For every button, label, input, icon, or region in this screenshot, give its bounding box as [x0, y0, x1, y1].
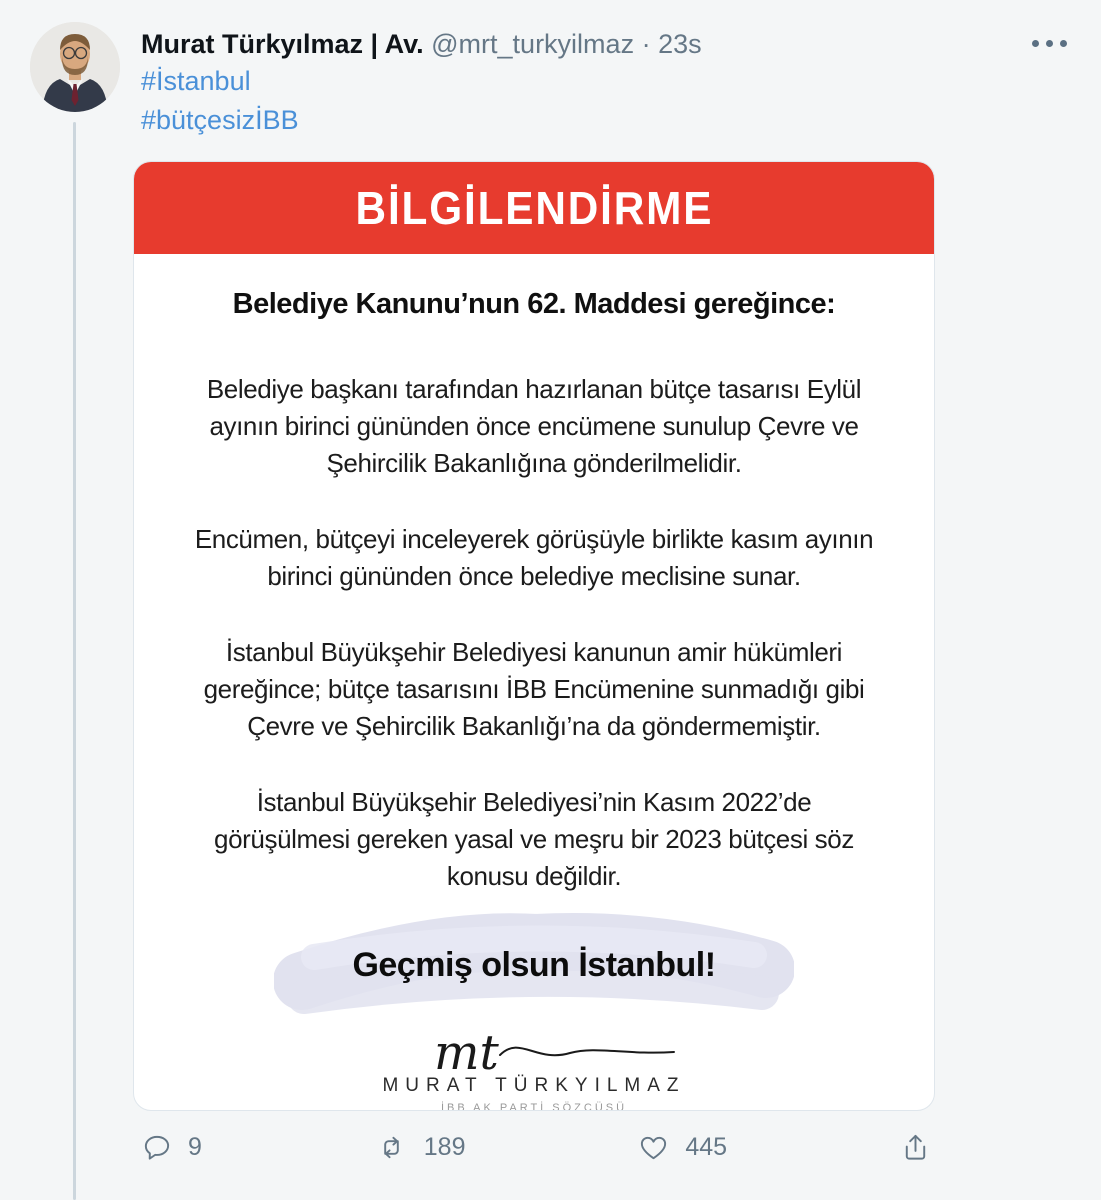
tweet-timestamp: 23s — [658, 29, 702, 59]
author-name[interactable]: Murat Türkyılmaz | Av. — [141, 29, 424, 59]
author-line — [141, 26, 1001, 62]
card-paragraph-4: İstanbul Büyükşehir Belediyesi’nin Kasım 2022’de görüşülmesi gereken yasal ve meşru bir 2023 bütçesi söz konusu değildir. — [214, 787, 854, 891]
card-banner — [134, 162, 934, 254]
highlight-text: Geçmiş olsun İstanbul! — [352, 945, 716, 984]
author-handle[interactable]: @mrt_turkyilmaz — [431, 29, 635, 59]
share-button[interactable] — [900, 1132, 931, 1163]
thread-connector-line — [73, 122, 76, 1200]
signature-title: İBB AK PARTİ SÖZCÜSÜ — [440, 1102, 628, 1111]
card-heading: Belediye Kanunu’nun 62. Maddesi gereğince: — [232, 288, 836, 320]
tweet-header — [141, 26, 1001, 140]
reply-icon — [141, 1132, 172, 1163]
signature-initials: mt — [434, 1025, 499, 1081]
signature-name: MURAT TÜRKYILMAZ — [382, 1075, 686, 1096]
three-dots-icon — [1032, 40, 1039, 47]
retweet-button[interactable] — [375, 1132, 466, 1163]
reply-button[interactable] — [141, 1132, 202, 1163]
profile-photo — [30, 22, 120, 112]
hashtag-link-istanbul[interactable]: #İstanbul — [141, 66, 251, 96]
heart-icon — [638, 1132, 669, 1163]
signature-monogram — [374, 1025, 694, 1081]
meta-separator: · — [641, 29, 651, 59]
card-paragraph-3: İstanbul Büyükşehir Belediyesi kanunun amir hükümleri gereğince; bütçe tasarısını İBB Encümenine sunmadığı gibi Çevre ve Şehircilik Bakanlığı’na da göndermemiştir. — [203, 637, 865, 741]
hashtag-link-butcesizibb[interactable]: #bütçesizİBB — [141, 105, 299, 135]
highlight-banner — [274, 909, 794, 1021]
card-paragraph-1: Belediye başkanı tarafından hazırlanan bütçe tasarısı Eylül ayının birinci gününden önce encümene sunulup Çevre ve Şehircilik Bakanlığına gönderilmelidir. — [206, 374, 862, 478]
like-count: 445 — [685, 1133, 728, 1161]
signature-block — [134, 1025, 934, 1111]
retweet-icon — [375, 1132, 408, 1163]
reply-count: 9 — [188, 1133, 202, 1161]
share-icon — [900, 1132, 931, 1163]
like-button[interactable] — [638, 1132, 727, 1163]
avatar[interactable] — [30, 22, 120, 112]
card-paragraph-2: Encümen, bütçeyi inceleyerek görüşüyle birlikte kasım ayının birinci gününden önce belediye meclisine sunar. — [194, 524, 874, 591]
more-options-button[interactable] — [1026, 34, 1073, 53]
tweet-action-bar — [141, 1132, 931, 1163]
card-banner-title: BİLGİLENDİRME — [355, 182, 713, 234]
tweet-image[interactable] — [133, 161, 935, 1111]
retweet-count: 189 — [423, 1133, 466, 1161]
